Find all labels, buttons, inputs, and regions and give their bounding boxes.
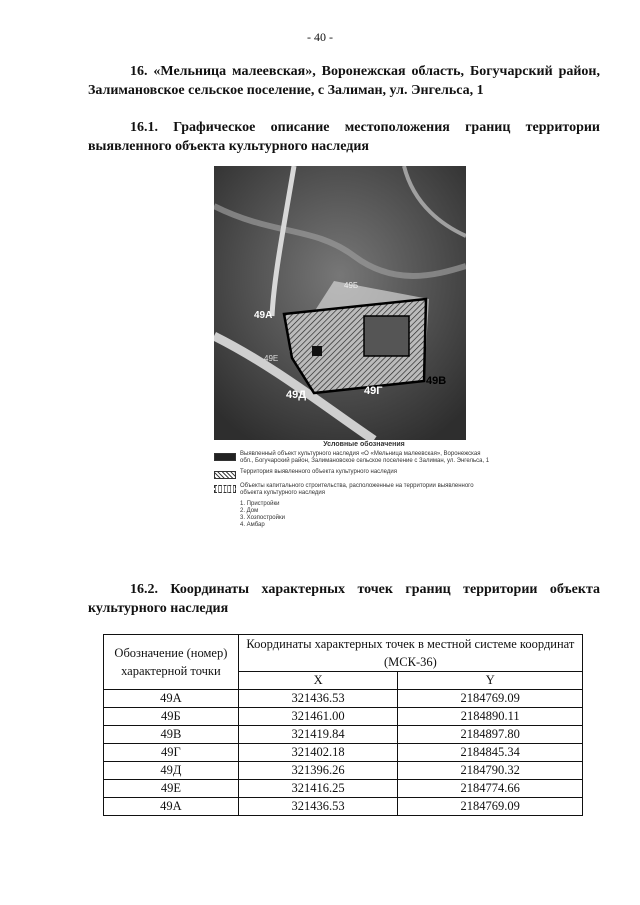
cell-x: 321436.53 [238, 690, 398, 708]
boundary-map [214, 166, 466, 440]
map-label-49v: 49В [426, 375, 447, 387]
cell-point: 49Е [104, 780, 239, 798]
table-row [104, 744, 583, 762]
page-number: - 40 - [307, 30, 333, 44]
table-row [104, 780, 583, 798]
legend-title: Условные обозначения [323, 441, 405, 448]
cell-point: 49А [104, 690, 239, 708]
legend-item: 4. Амбар [240, 522, 265, 528]
cell-y: 2184769.09 [398, 798, 583, 816]
col-header-coords: Координаты характерных точек в местной системе координат (МСК-36) [238, 635, 582, 672]
cell-point: 49Г [104, 744, 239, 762]
subsection-coordinates-title: 16.2. Координаты характерных точек границ территории объекта культурного наследия [88, 582, 600, 616]
col-header-x: X [238, 672, 398, 690]
map-legend [214, 441, 494, 529]
map-label-49a: 49А [254, 310, 273, 321]
section-title: 16. «Мельница малеевская», Воронежская область, Богучарский район, Залимановское сельское поселение, с Залиман, ул. Энгельса, 1 [88, 64, 600, 98]
legend-row-object [214, 451, 494, 465]
table-row [104, 798, 583, 816]
legend-row-territory [214, 469, 494, 479]
map-label-49e: 49Е [264, 354, 279, 363]
cell-point: 49А [104, 798, 239, 816]
cell-point: 49Д [104, 762, 239, 780]
map-label-49d: 49Д [286, 389, 307, 401]
legend-item: 3. Хозпостройки [240, 515, 285, 521]
map-label-49b: 49Б [344, 281, 359, 290]
cell-y: 2184769.09 [398, 690, 583, 708]
cell-point: 49В [104, 726, 239, 744]
table-row [104, 762, 583, 780]
cell-x: 321436.53 [238, 798, 398, 816]
cell-y: 2184890.11 [398, 708, 583, 726]
legend-swatch-buildings [214, 485, 236, 493]
cell-x: 321396.26 [238, 762, 398, 780]
legend-text-territory: Территория выявленного объекта культурного наследия [240, 469, 397, 475]
cell-x: 321402.18 [238, 744, 398, 762]
table-row [104, 726, 583, 744]
legend-swatch-object [214, 453, 236, 461]
subsection-graphic-title: 16.1. Графическое описание местоположения границ территории выявленного объекта культурного наследия [88, 120, 600, 154]
cell-x: 321419.84 [238, 726, 398, 744]
cell-y: 2184790.32 [398, 762, 583, 780]
cell-y: 2184774.66 [398, 780, 583, 798]
cell-point: 49Б [104, 708, 239, 726]
table-row [104, 690, 583, 708]
legend-item: 2. Дом [240, 508, 259, 514]
legend-text-object: Выявленный объект культурного наследия «О «Мельница малеевская», Воронежская обл., Богучарский район, Залимановское сельское поселение с Залиман, ул. Энгельса, 1 [240, 451, 490, 464]
legend-text-buildings: Объекты капитального строительства, расположенные на территории выявленного объекта культурного наследия [240, 483, 474, 496]
cell-x: 321416.25 [238, 780, 398, 798]
map-label-49g: 49Г [364, 385, 383, 397]
cell-y: 2184897.80 [398, 726, 583, 744]
cell-y: 2184845.34 [398, 744, 583, 762]
table-row [104, 708, 583, 726]
coordinates-table [103, 634, 583, 816]
legend-row-buildings [214, 483, 494, 497]
cell-x: 321461.00 [238, 708, 398, 726]
legend-swatch-territory [214, 471, 236, 479]
col-header-point: Обозначение (номер) характерной точки [104, 635, 239, 690]
col-header-y: Y [398, 672, 583, 690]
legend-item: 1. Пристройки [240, 501, 280, 507]
